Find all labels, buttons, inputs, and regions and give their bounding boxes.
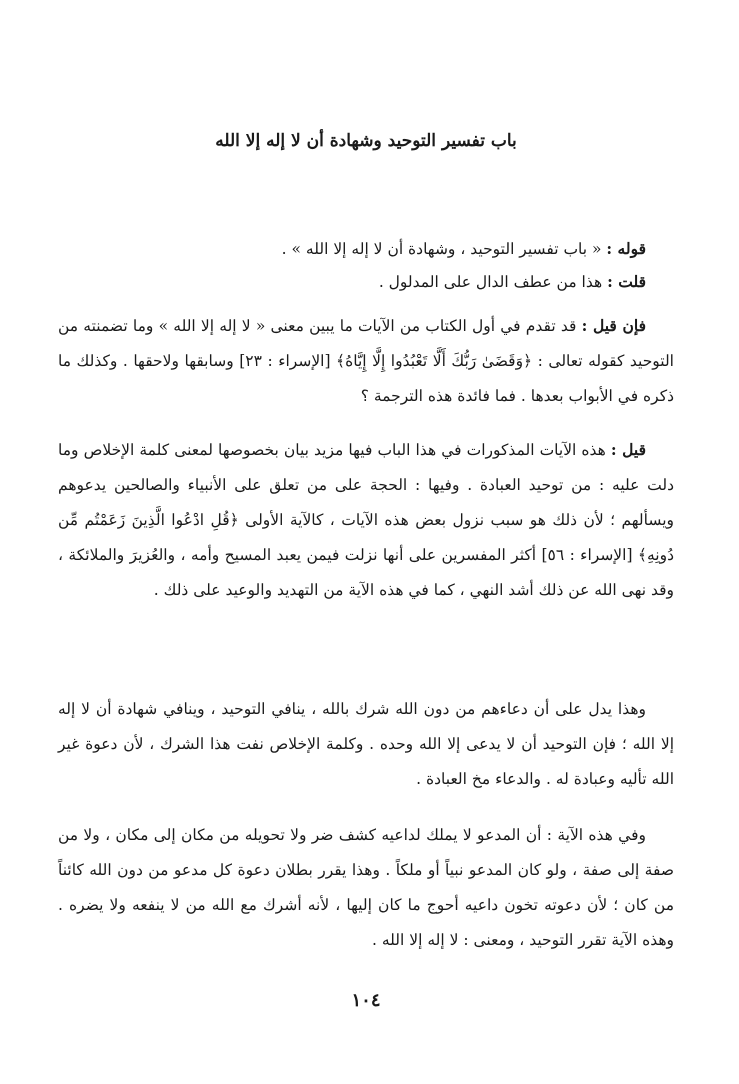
paragraph-3 <box>58 308 674 414</box>
book-page <box>58 0 674 1084</box>
paragraph-lead: قوله : <box>606 239 646 258</box>
paragraph-text: هذه الآيات المذكورات في هذا الباب فيها مزيد بيان بخصوصها لمعنى كلمة الإخلاص وما دلت عليه : من توحيد العبادة . وفيها : الحجة على من تعلق على الأنبياء والصالحين يدعوهم ويسألهم ؛ لأن ذلك هو سبب نزول بعض هذه الآيات ، كالآية الأولى ﴿قُلِ ادْعُوا الَّذِينَ زَعَمْتُم مِّن دُونِهِ﴾ [الإسراء : ٥٦] أكثر المفسرين على أنها نزلت فيمن يعبد المسيح وأمه ، والعُزيرَ والملائكة ، وقد نهى الله عن ذلك أشد النهي ، كما في هذه الآية من التهديد والوعيد على ذلك . <box>58 441 674 599</box>
chapter-title: باب تفسير التوحيد وشهادة أن لا إله إلا الله <box>215 131 517 151</box>
paragraph-text: « باب تفسير التوحيد ، وشهادة أن لا إله إلا الله » . <box>281 240 607 258</box>
paragraph-1 <box>58 231 674 267</box>
paragraph-4 <box>58 432 674 608</box>
paragraph-6 <box>58 818 674 958</box>
paragraph-text: وفي هذه الآية : أن المدعو لا يملك لداعيه كشف ضر ولا تحويله من مكان إلى مكان ، ولا من صفة إلى صفة ، ولو كان المدعو نبياً أو ملكاً . وهذا يقرر بطلان دعوة كل مدعو من دون الله كائناً من كان ؛ لأن دعوته تخون داعيه أحوج ما كان إليها ، لأنه أشرك مع الله من لا ينفعه ولا يضره . وهذه الآية تقرر التوحيد ، ومعنى : لا إله إلا الله . <box>58 826 674 949</box>
paragraph-text: وهذا يدل على أن دعاءهم من دون الله شرك بالله ، ينافي التوحيد ، وينافي شهادة أن لا إله إلا الله ؛ فإن التوحيد أن لا يدعى إلا الله وحده . وكلمة الإخلاص نفت هذا الشرك ، لأن دعوة غير الله تأليه وعبادة له . والدعاء مخ العبادة . <box>58 700 674 788</box>
paragraph-text: هذا من عطف الدال على المدلول . <box>378 273 608 291</box>
paragraph-lead: فإن قيل : <box>581 316 646 335</box>
paragraph-2 <box>58 264 674 300</box>
paragraph-lead: قيل : <box>610 440 646 459</box>
page-number: ١٠٤ <box>351 990 381 1011</box>
paragraph-text: قد تقدم في أول الكتاب من الآيات ما يبين معنى « لا إله إلا الله » وما تضمنته من التوحيد كقوله تعالى : ﴿وَقَضَىٰ رَبُّكَ أَلَّا تَعْبُدُوا إِلَّا إِيَّاهُ﴾ [الإسراء : ٢٣] وسابقها ولاحقها . وكذلك ما ذكره في الأبواب بعدها . فما فائدة هذه الترجمة ؟ <box>58 317 674 405</box>
paragraph-5 <box>58 692 674 797</box>
paragraph-lead: قلت : <box>607 272 646 291</box>
